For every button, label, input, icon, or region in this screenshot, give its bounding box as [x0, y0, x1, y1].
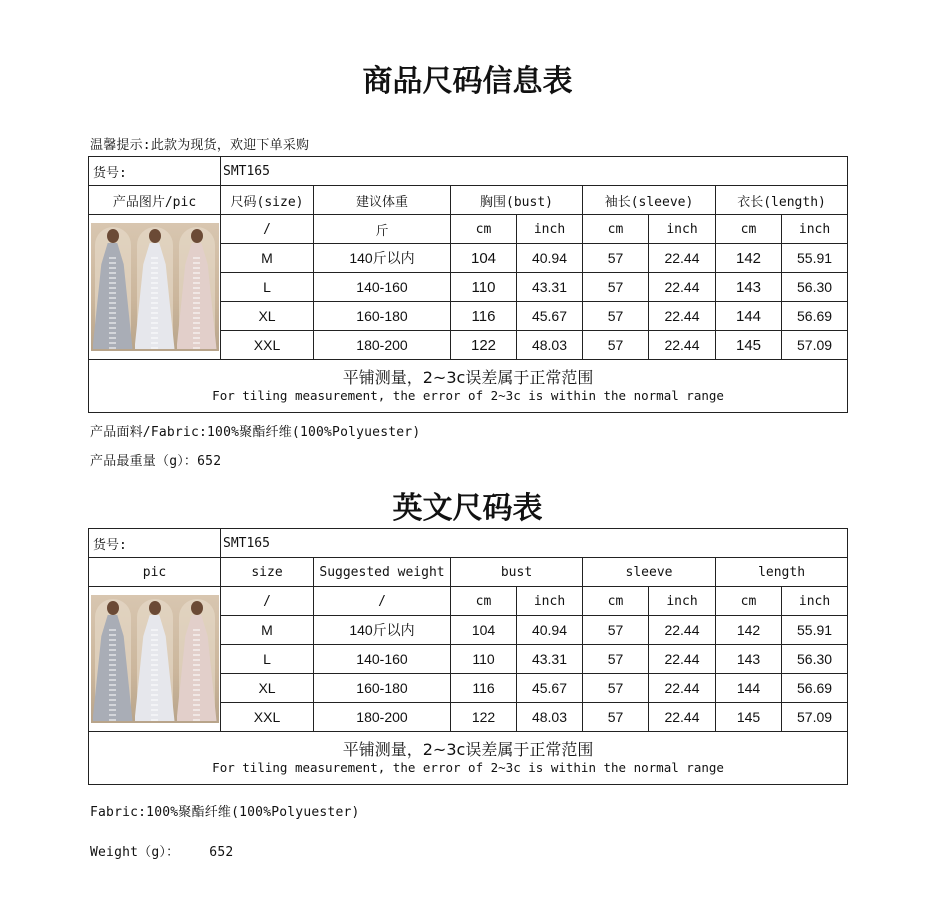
- length-inch-cell: 57.09: [782, 331, 848, 360]
- measurement-note-en: For tiling measurement, the error of 2~3c is within the normal range: [212, 760, 724, 775]
- size-cell: XXL: [221, 331, 314, 360]
- sleeve-cm-cell: 57: [583, 616, 649, 645]
- product-photo: [91, 595, 219, 723]
- header-length: length: [716, 558, 848, 587]
- header-size: 尺码(size): [221, 186, 314, 215]
- size-cell: L: [221, 645, 314, 674]
- bust-inch-cell: 40.94: [517, 616, 583, 645]
- header-weight: Suggested weight: [314, 558, 451, 587]
- weight-info-cn: [90, 450, 221, 469]
- product-image-cell: [89, 215, 221, 360]
- sleeve-cm-cell: 57: [583, 331, 649, 360]
- sleeve-inch-cell: 22.44: [649, 674, 716, 703]
- length-inch-cell: 56.69: [782, 674, 848, 703]
- product-photo: [91, 223, 219, 351]
- length-cm-cell: 145: [716, 703, 782, 732]
- sleeve-cm-cell: 57: [583, 703, 649, 732]
- size-cell: L: [221, 273, 314, 302]
- header-weight: 建议体重: [314, 186, 451, 215]
- sleeve-inch-cell: 22.44: [649, 703, 716, 732]
- stock-tip: 温馨提示:此款为现货，欢迎下单采购: [90, 138, 310, 153]
- sleeve-cm-cell: 57: [583, 674, 649, 703]
- header-size: size: [221, 558, 314, 587]
- bust-inch-cell: 43.31: [517, 645, 583, 674]
- size-cell: M: [221, 616, 314, 645]
- unit-row: [89, 215, 848, 244]
- bust-cm-cell: 122: [451, 331, 517, 360]
- bust-cm-cell: 116: [451, 674, 517, 703]
- length-cm-cell: 143: [716, 273, 782, 302]
- item-label: 货号:: [89, 157, 221, 186]
- weight-info-en: [90, 841, 233, 860]
- bust-inch-cell: 40.94: [517, 244, 583, 273]
- item-number-row: [89, 529, 848, 558]
- size-chart-title-en: 英文尺码表: [392, 491, 543, 526]
- unit-weight: /: [314, 587, 451, 616]
- bust-inch-cell: 48.03: [517, 703, 583, 732]
- length-cm-cell: 144: [716, 302, 782, 331]
- unit-bust-inch: inch: [517, 587, 583, 616]
- unit-length-cm: cm: [716, 215, 782, 244]
- weight-cell: 180-200: [314, 703, 451, 732]
- header-sleeve: 袖长(sleeve): [583, 186, 716, 215]
- weight-label: 产品最重量（g）：: [90, 454, 198, 469]
- weight-cell: 140-160: [314, 645, 451, 674]
- length-inch-cell: 57.09: [782, 703, 848, 732]
- unit-bust-cm: cm: [451, 215, 517, 244]
- unit-length-inch: inch: [782, 215, 848, 244]
- length-inch-cell: 56.69: [782, 302, 848, 331]
- weight-cell: 140-160: [314, 273, 451, 302]
- weight-cell: 160-180: [314, 302, 451, 331]
- bust-cm-cell: 122: [451, 703, 517, 732]
- product-image-cell: [89, 587, 221, 732]
- length-cm-cell: 142: [716, 616, 782, 645]
- fabric-info-cn: 产品面料/Fabric:100%聚酯纤维(100%Polyuester): [90, 425, 421, 440]
- sleeve-cm-cell: 57: [583, 244, 649, 273]
- sleeve-inch-cell: 22.44: [649, 302, 716, 331]
- sleeve-inch-cell: 22.44: [649, 616, 716, 645]
- sleeve-cm-cell: 57: [583, 273, 649, 302]
- size-cell: XXL: [221, 703, 314, 732]
- bust-cm-cell: 104: [451, 244, 517, 273]
- unit-row: [89, 587, 848, 616]
- unit-sleeve-cm: cm: [583, 215, 649, 244]
- unit-weight: 斤: [314, 215, 451, 244]
- unit-sleeve-inch: inch: [649, 215, 716, 244]
- bust-cm-cell: 110: [451, 645, 517, 674]
- weight-cell: 140斤以内: [314, 616, 451, 645]
- length-cm-cell: 143: [716, 645, 782, 674]
- header-row: [89, 558, 848, 587]
- header-sleeve: sleeve: [583, 558, 716, 587]
- measurement-note-row: [89, 360, 848, 413]
- header-length: 衣长(length): [716, 186, 848, 215]
- header-bust: bust: [451, 558, 583, 587]
- length-inch-cell: 56.30: [782, 273, 848, 302]
- bust-inch-cell: 48.03: [517, 331, 583, 360]
- weight-cell: 160-180: [314, 674, 451, 703]
- bust-cm-cell: 116: [451, 302, 517, 331]
- item-number-row: [89, 157, 848, 186]
- weight-value: 652: [209, 845, 234, 860]
- bust-inch-cell: 45.67: [517, 302, 583, 331]
- header-pic: pic: [89, 558, 221, 587]
- size-cell: XL: [221, 674, 314, 703]
- fabric-info-en: Fabric:100%聚酯纤维(100%Polyuester): [90, 805, 360, 820]
- unit-length-inch: inch: [782, 587, 848, 616]
- size-cell: M: [221, 244, 314, 273]
- length-cm-cell: 145: [716, 331, 782, 360]
- item-number: SMT165: [221, 157, 848, 186]
- header-row: [89, 186, 848, 215]
- length-cm-cell: 142: [716, 244, 782, 273]
- weight-cell: 140斤以内: [314, 244, 451, 273]
- item-number: SMT165: [221, 529, 848, 558]
- measurement-note-row: [89, 732, 848, 785]
- bust-cm-cell: 110: [451, 273, 517, 302]
- unit-bust-inch: inch: [517, 215, 583, 244]
- header-bust: 胸围(bust): [451, 186, 583, 215]
- weight-label: Weight（g）：: [90, 845, 180, 860]
- size-table-cn: [88, 156, 848, 413]
- unit-sleeve-cm: cm: [583, 587, 649, 616]
- bust-inch-cell: 45.67: [517, 674, 583, 703]
- item-label: 货号:: [89, 529, 221, 558]
- measurement-note-cn: 平铺测量，2~3c误差属于正常范围: [342, 368, 594, 387]
- sleeve-cm-cell: 57: [583, 302, 649, 331]
- sleeve-cm-cell: 57: [583, 645, 649, 674]
- size-cell: XL: [221, 302, 314, 331]
- unit-length-cm: cm: [716, 587, 782, 616]
- weight-value: 652: [197, 454, 222, 469]
- bust-cm-cell: 104: [451, 616, 517, 645]
- length-inch-cell: 56.30: [782, 645, 848, 674]
- sleeve-inch-cell: 22.44: [649, 331, 716, 360]
- measurement-note-en: For tiling measurement, the error of 2~3c is within the normal range: [212, 388, 724, 403]
- unit-bust-cm: cm: [451, 587, 517, 616]
- bust-inch-cell: 43.31: [517, 273, 583, 302]
- unit-sleeve-inch: inch: [649, 587, 716, 616]
- header-pic: 产品图片/pic: [89, 186, 221, 215]
- sleeve-inch-cell: 22.44: [649, 645, 716, 674]
- size-chart-title-cn: 商品尺码信息表: [362, 64, 573, 99]
- size-table-en: [88, 528, 848, 785]
- length-cm-cell: 144: [716, 674, 782, 703]
- length-inch-cell: 55.91: [782, 616, 848, 645]
- weight-cell: 180-200: [314, 331, 451, 360]
- measurement-note-cn: 平铺测量，2~3c误差属于正常范围: [342, 740, 594, 759]
- sleeve-inch-cell: 22.44: [649, 273, 716, 302]
- unit-size: /: [221, 587, 314, 616]
- length-inch-cell: 55.91: [782, 244, 848, 273]
- sleeve-inch-cell: 22.44: [649, 244, 716, 273]
- unit-size: /: [221, 215, 314, 244]
